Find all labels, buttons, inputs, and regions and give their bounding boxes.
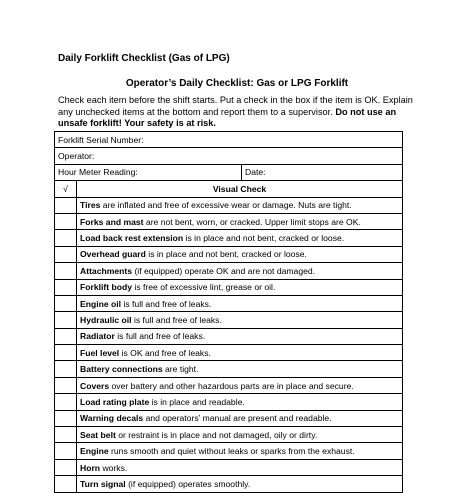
table-row: [55, 427, 403, 443]
check-item-description: works.: [100, 462, 128, 473]
check-box[interactable]: [55, 263, 77, 279]
table-row: [55, 459, 403, 475]
check-item: [77, 345, 403, 361]
table-row: [55, 394, 403, 410]
table-row: [55, 312, 403, 328]
check-item: [77, 377, 403, 393]
check-item: [77, 279, 403, 295]
table-row: [55, 197, 403, 213]
checklist-table: [54, 131, 403, 493]
table-row: [55, 476, 403, 492]
check-item-name: Battery connections: [80, 364, 163, 375]
check-item-name: Engine oil: [80, 298, 122, 309]
check-item: [77, 213, 403, 229]
check-item: [77, 197, 403, 213]
serial-number-field[interactable]: [55, 132, 403, 148]
table-row: [55, 328, 403, 344]
check-box[interactable]: [55, 328, 77, 344]
date-field[interactable]: [242, 164, 403, 180]
check-box[interactable]: [55, 213, 77, 229]
check-item-name: Engine: [80, 446, 109, 457]
check-item-name: Radiator: [80, 331, 115, 342]
check-item: [77, 328, 403, 344]
check-box[interactable]: [55, 361, 77, 377]
table-row: [55, 361, 403, 377]
check-item-description: is in place and readable.: [149, 396, 245, 407]
check-box[interactable]: [55, 197, 77, 213]
check-item-description: is full and free of leaks.: [114, 331, 206, 342]
check-box[interactable]: [55, 230, 77, 246]
check-item: [77, 361, 403, 377]
check-box[interactable]: [55, 377, 77, 393]
operator-row: [55, 148, 403, 164]
check-item-description: is full and free of leaks.: [121, 298, 212, 309]
check-item: [77, 230, 403, 246]
table-row: [55, 345, 403, 361]
check-item-name: Forks and mast: [80, 216, 144, 227]
check-item-name: Attachments: [80, 265, 133, 276]
check-item-name: Load back rest extension: [80, 233, 184, 244]
document-title: Daily Forklift Checklist (Gas of LPG): [58, 53, 230, 64]
check-item-name: Turn signal: [80, 478, 126, 489]
table-row: [55, 295, 403, 311]
check-item-description: and operators’ manual are present and readable.: [143, 413, 332, 424]
operator-label: Operator:: [58, 151, 95, 162]
check-item-description: is in place and not bent, cracked or loose.: [145, 249, 307, 260]
check-box[interactable]: [55, 443, 77, 459]
instructions-paragraph: [58, 95, 423, 130]
check-box[interactable]: [55, 427, 77, 443]
check-item-description: are tight.: [162, 364, 199, 375]
serial-number-row: [55, 132, 403, 148]
table-row: [55, 230, 403, 246]
check-box[interactable]: [55, 279, 77, 295]
check-item: [77, 394, 403, 410]
table-row: [55, 377, 403, 393]
check-item-name: Warning decals: [80, 413, 144, 424]
hour-meter-date-row: [55, 164, 403, 180]
check-box[interactable]: [55, 476, 77, 492]
check-item-name: Covers: [80, 380, 110, 391]
check-box[interactable]: [55, 394, 77, 410]
check-item: [77, 295, 403, 311]
check-item: [77, 263, 403, 279]
check-item: [77, 427, 403, 443]
check-item-description: or restraint is in place and not damaged, oily or dirty.: [115, 429, 318, 440]
instructions-text: Check each item before the shift starts. Put a check in the box if the item is OK. Explain any unchecked items at the bottom and report them to a supervisor.: [58, 95, 413, 117]
check-item-name: Seat belt: [80, 429, 116, 440]
table-row: [55, 246, 403, 262]
table-row: [55, 263, 403, 279]
check-item-name: Forklift body: [80, 282, 133, 293]
table-header-row: [55, 181, 403, 197]
check-item-name: Horn: [80, 462, 101, 473]
operator-field[interactable]: [55, 148, 403, 164]
check-item-name: Hydraulic oil: [80, 314, 132, 325]
hour-meter-label: Hour Meter Reading:: [58, 167, 138, 178]
check-item-description: are inflated and free of excessive wear or damage. Nuts are tight.: [100, 200, 352, 211]
check-item-name: Overhead guard: [80, 249, 146, 260]
check-box[interactable]: [55, 459, 77, 475]
table-row: [55, 213, 403, 229]
check-item: [77, 246, 403, 262]
check-item-name: Fuel level: [80, 347, 120, 358]
check-item: [77, 312, 403, 328]
date-label: Date:: [245, 167, 266, 178]
table-row: [55, 279, 403, 295]
visual-check-header: Visual Check: [77, 181, 403, 197]
check-item-description: are not bent, worn, or cracked. Upper limit stops are OK.: [143, 216, 361, 227]
check-item-description: (if equipped) operates smoothly.: [125, 478, 251, 489]
hour-meter-field[interactable]: [55, 164, 242, 180]
safety-warning: Do not use an unsafe forklift! Your safety is at risk.: [58, 106, 397, 128]
table-row: [55, 443, 403, 459]
check-item: [77, 476, 403, 492]
check-item-description: over battery and other hazardous parts are in place and secure.: [109, 380, 354, 391]
check-item-description: is OK and free of leaks.: [119, 347, 211, 358]
check-box[interactable]: [55, 246, 77, 262]
check-item: [77, 459, 403, 475]
check-item-description: is in place and not bent, cracked or loose.: [183, 233, 345, 244]
check-item-description: (if equipped) operate OK and are not damaged.: [132, 265, 316, 276]
check-item-description: runs smooth and quiet without leaks or sparks from the exhaust.: [108, 446, 355, 457]
check-box[interactable]: [55, 345, 77, 361]
check-box[interactable]: [55, 410, 77, 426]
check-item: [77, 410, 403, 426]
checklist-subtitle: Operator’s Daily Checklist: Gas or LPG Forklift: [125, 78, 349, 89]
check-item-name: Tires: [80, 200, 101, 211]
check-item-description: is free of excessive lint, grease or oil.: [132, 282, 276, 293]
check-item: [77, 443, 403, 459]
table-row: [55, 410, 403, 426]
check-item-name: Load rating plate: [80, 396, 150, 407]
check-box[interactable]: [55, 295, 77, 311]
check-mark-header: √: [55, 181, 77, 197]
check-item-description: is full and free of leaks.: [131, 314, 222, 325]
serial-number-label: Forklift Serial Number:: [58, 134, 144, 145]
check-box[interactable]: [55, 312, 77, 328]
